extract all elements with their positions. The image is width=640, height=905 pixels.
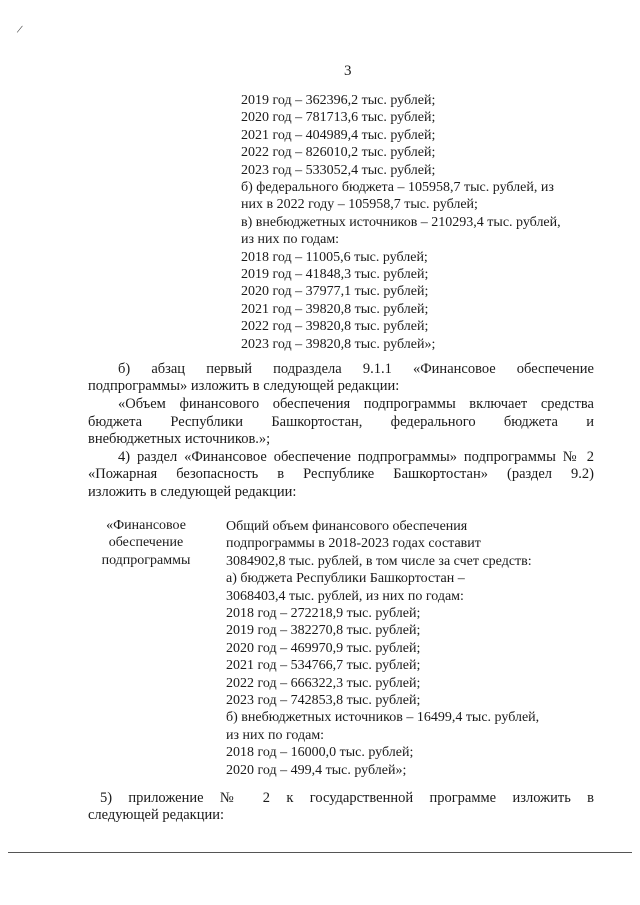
text-line: 2019 год – 362396,2 тыс. рублей;: [241, 93, 436, 108]
paragraph-5-line1: 5) приложение № 2 к государственной программе изложить в: [100, 790, 594, 806]
text-line: из них по годам:: [226, 727, 325, 743]
text-line: 2021 год – 404989,4 тыс. рублей;: [241, 127, 436, 143]
text-line: 2019 год – 41848,3 тыс. рублей;: [241, 267, 429, 283]
text-line: 2018 год – 272218,9 тыс. рублей;: [226, 606, 421, 622]
table-left-cell: «Финансовое обеспечение подпрограммы: [101, 518, 191, 568]
quote-line2: бюджета Республики Башкортостан, федерального бюджета и: [88, 414, 594, 430]
text-line: 2020 год – 499,4 тыс. рублей»;: [226, 762, 407, 778]
paragraph-b-line2: подпрограммы» изложить в следующей редакции:: [88, 378, 400, 394]
text-line: 2023 год – 533052,4 тыс. рублей;: [241, 162, 436, 178]
text-line: 2022 год – 666322,3 тыс. рублей;: [226, 675, 421, 691]
quote-line3: внебюджетных источников.»;: [88, 431, 271, 447]
funding-years-block: [241, 92, 561, 353]
text-line: б) внебюджетных источников – 16499,4 тыс. рублей,: [226, 710, 540, 726]
quote-line1: «Объем финансового обеспечения подпрограммы включает средства: [118, 396, 594, 412]
text-line: а) бюджета Республики Башкортостан –: [226, 571, 465, 587]
text-line: 3084902,8 тыс. рублей, в том числе за счет средств:: [226, 553, 532, 569]
text-line: 2021 год – 39820,8 тыс. рублей;: [241, 301, 429, 317]
text-line: 2020 год – 781713,6 тыс. рублей;: [241, 110, 436, 126]
table-right-cell: [226, 518, 539, 779]
page-mark: /: [15, 21, 24, 37]
text-line: 2022 год – 39820,8 тыс. рублей;: [241, 319, 429, 335]
text-line: них в 2022 году – 105958,7 тыс. рублей;: [241, 197, 478, 213]
text-line: 2020 год – 37977,1 тыс. рублей;: [241, 284, 429, 300]
text-line: Общий объем финансового обеспечения: [226, 519, 468, 534]
paragraph-4-line1: 4) раздел «Финансовое обеспечение подпрограммы» подпрограммы № 2: [118, 449, 594, 465]
paragraph-4-line2: «Пожарная безопасность в Республике Башкортостан» (раздел 9.2): [88, 466, 594, 482]
page-number: 3: [344, 63, 352, 79]
paragraph-4-line3: изложить в следующей редакции:: [88, 484, 297, 500]
text-line: в) внебюджетных источников – 210293,4 тыс. рублей,: [241, 214, 561, 230]
text-line: из них по годам:: [241, 232, 340, 248]
text-line: 2021 год – 534766,7 тыс. рублей;: [226, 658, 421, 674]
bottom-rule: [8, 852, 632, 853]
text-line: 2022 год – 826010,2 тыс. рублей;: [241, 145, 436, 161]
text-line: 2020 год – 469970,9 тыс. рублей;: [226, 640, 421, 656]
text-line: 2018 год – 11005,6 тыс. рублей;: [241, 249, 428, 265]
paragraph-5-line2: следующей редакции:: [88, 807, 225, 823]
text-line: 2019 год – 382270,8 тыс. рублей;: [226, 623, 421, 639]
text-line: 2023 год – 742853,8 тыс. рублей;: [226, 693, 421, 709]
text-line: 2018 год – 16000,0 тыс. рублей;: [226, 745, 414, 761]
text-line: подпрограммы в 2018-2023 годах составит: [226, 536, 481, 552]
text-line: 2023 год – 39820,8 тыс. рублей»;: [241, 336, 436, 352]
text-line: 3068403,4 тыс. рублей, из них по годам:: [226, 588, 464, 604]
paragraph-b-line1: б) абзац первый подраздела 9.1.1 «Финансовое обеспечение: [118, 361, 594, 377]
text-line: б) федерального бюджета – 105958,7 тыс. рублей, из: [241, 180, 554, 196]
